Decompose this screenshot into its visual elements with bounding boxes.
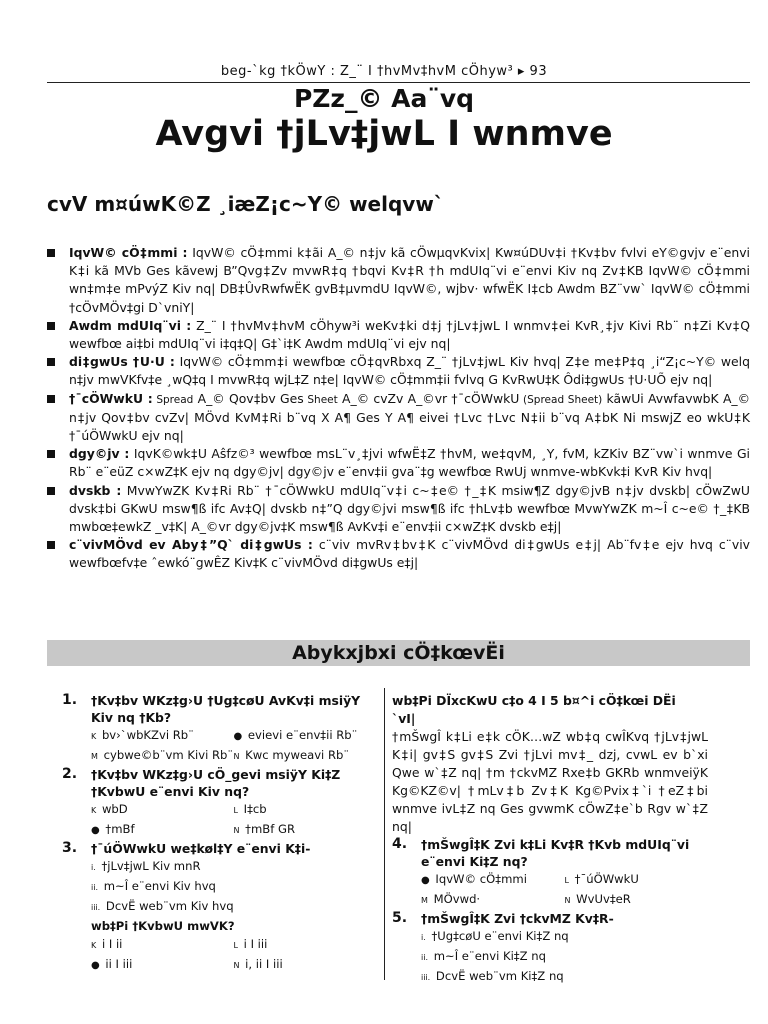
option: K i I ii <box>91 937 123 951</box>
option: N WvUv‡eR <box>564 892 631 906</box>
square-bullet-icon <box>47 450 55 458</box>
statements <box>62 857 376 975</box>
option: L i I iii <box>233 937 268 951</box>
column-divider <box>384 688 385 980</box>
question-number: 3. <box>62 840 78 856</box>
option-correct: ● ii I iii <box>91 957 133 971</box>
definition: MvwYwZK Kv‡Ri Rb¨ †¯cÖWwkU mdUIq¨v‡i c~‡e© †_‡K msiw¶Z dgy©jvB n‡jv dvskb| cÖwZwU dvsk‡bi GKwU msw¶ß ifc Av‡Q| dvskb n‡”Q dgy©jvi msw¶ß ifc †hLv‡b wewfbœ MvwYwZK m~Î c~e© †_‡KB mwbœ‡ewkZ _v‡K| A_©vr dgy©jv‡K msw¶ß AvKv‡i e¨env‡ii c×wZ‡K dvskb e‡j| <box>69 482 750 535</box>
statement: i. †Ug‡cøU e¨envi Ki‡Z nq <box>421 929 569 943</box>
square-bullet-icon <box>47 249 55 257</box>
english-word: Sheet <box>303 393 338 406</box>
statement: ii. m~Î e¨envi Ki‡Z nq <box>421 949 546 963</box>
question-number: 4. <box>392 836 408 852</box>
option-label: K <box>91 941 97 950</box>
question-text: †mŠwgÎ‡K Zvi k‡Li Kv‡R †Kvb mdUIq¨vi e¨envi Ki‡Z nq? <box>421 837 690 869</box>
chapter-title: Avgvi †jLv‡jwL I wnmve <box>155 114 613 154</box>
question-text: †Kv‡bv WKz‡g›U †Ug‡cøU AvKv‡i msiÿY Kiv nq †Kb? <box>91 693 361 725</box>
term: dvskb : <box>69 482 122 498</box>
option-label: K <box>91 732 97 741</box>
definition: c¨viv mvRv‡bv‡K c¨vivMÖvd di‡gwUs e‡j| Ab¨fv‡e ejv hvq c¨viv wewfbœfv‡e ˆewkó¨gwÊZ Kiv‡K c¨vivMÖvd di‡gwUs e‡j| <box>69 537 750 571</box>
question-number: 2. <box>62 766 78 782</box>
option-label: N <box>233 752 240 761</box>
option: N i, ii I iii <box>233 957 283 971</box>
passage-text: †mŠwgÎ k‡Li e‡k cÖK…wZ wb‡q cwÎKvq †jLv‡jwL K‡i| gv‡S gv‡S Zvi †jLvi mv‡_ dzj, cvwL ev b`xi Qwe w`‡Z nq| †m †ckvMZ Rxe‡b GKRb wnmveiÿK Kg©KZ©v| †mLv‡b Zv‡K Kg©Pvix‡`i †eZ‡bi wnmve ivL‡Z nq Ges gvwmK cÖwZ‡e`b Rgv w`‡Z nq| <box>392 729 708 834</box>
option: L †¯úÖWwkU <box>564 872 639 886</box>
option-correct: ● IqvW© cÖ‡mmi <box>421 872 527 886</box>
header-rule <box>47 82 750 83</box>
sub-question: wb‡Pi †KvbwU mwVK? <box>91 919 235 933</box>
options <box>392 870 708 910</box>
list-item <box>47 445 750 481</box>
square-bullet-icon <box>47 487 55 495</box>
question <box>62 692 376 726</box>
statements <box>392 927 708 987</box>
running-head: beg-`kg †kÖwY : Z_¨ I †hvMv‡hvM cÖhyw³ ▸ 93 <box>220 64 548 79</box>
question-text: †¯úÖWwkU we‡køl‡Y e¨envi K‡i- <box>91 841 311 856</box>
option-label: L <box>233 806 238 815</box>
option-correct: ● †mBf <box>91 822 135 836</box>
option-label: M <box>421 896 428 905</box>
option-label: L <box>564 876 569 885</box>
statement: ii. m~Î e¨envi Kiv hvq <box>91 879 216 893</box>
english-word: (Spread Sheet) <box>519 393 603 406</box>
definition: A_© Qov‡bv Ges <box>193 390 304 406</box>
definition: IqvW© cÖ‡mm‡i wewfbœ cÖ‡qvRbxq Z_¨ †jLv‡jwL Kiv hvq| Z‡e me‡P‡q ¸i“Z¡c~Y© welq n‡jv mwVKfv‡e ¸wQ‡q I mvwR‡q wjL‡Z n‡e| IqvW© cÖ‡mm‡ii fvlvq G KvRwU‡K Ôdi‡gwUs †U·UÕ ejv nq| <box>69 354 750 388</box>
list-item <box>47 536 750 572</box>
options <box>62 800 376 840</box>
question <box>392 836 708 870</box>
option-label: N <box>233 826 240 835</box>
option: K bv›`wbKZvi Rb¨ <box>91 728 194 742</box>
list-item <box>47 482 750 537</box>
key-terms-list <box>47 244 750 573</box>
statement: iii. DcvË web¨vm Kiv hvq <box>91 899 234 913</box>
section-title: cvV m¤úwK©Z ¸iæZ¡c~Y© welqvw` <box>47 192 444 216</box>
option: K wbD <box>91 802 128 816</box>
square-bullet-icon <box>47 322 55 330</box>
options <box>62 726 376 766</box>
right-column <box>392 692 708 987</box>
definition: kãwUi AvwfavwbK A_© n‡jv Qov‡bv cvZv| MÖvd KvM‡Ri b¨vq X A¶ Ges Y A¶ eivei †Lvc †Lvc N‡ii b¨vq A‡bK Ni mswjZ eo wkU‡K †¯úÖWwkU ejv nq| <box>69 390 751 444</box>
list-item <box>47 353 750 389</box>
question <box>392 910 708 927</box>
definition: A_© cvZv A_©vr †¯cÖWwkU <box>337 390 520 406</box>
english-word: Spread <box>152 393 194 406</box>
list-item <box>47 317 750 353</box>
term: c¨vivMÖvd ev Aby‡”Q` di‡gwUs : <box>69 537 313 553</box>
question-number: 5. <box>392 910 408 926</box>
term: dgy©jv : <box>69 446 130 462</box>
term: Awdm mdUIq¨vi : <box>69 317 192 333</box>
filled-circle-icon: ● <box>233 731 243 742</box>
square-bullet-icon <box>47 541 55 549</box>
term: IqvW© cÖ‡mmi : <box>69 245 188 260</box>
chapter-number: PZz_© Aa¨vq <box>293 84 475 113</box>
definition: IqvW© cÖ‡mmi k‡ãi A_© n‡jv kã cÖwµqvKvix| Kw¤úDUv‡i †Kv‡bv fvlvi eY©gvjv e¨envi K‡i kã MVb Ges kãvewj B”Qvg‡Zv mvwR‡q †bqvi Kv‡R †h mdUIq¨vi e¨envi Kiv nq Zv‡KB IqvW© cÖ‡mmi wn‡m‡e mPvýZ Kiv nq| DB‡ÛvRwfwËK gvB‡µvmdU IqvW©, wjbv· wfwËK I‡cb Awdm BZ¨vw` IqvW© cÖ‡mmi †cÖvMÖv‡gi D`vniY| <box>69 245 751 315</box>
definition: Z_¨ I †hvMv‡hvM cÖhyw³i weKv‡ki d‡j †jLv‡jwL I wnmv‡ei KvR¸‡jv Kivi Rb¨ n‡Zi Kv‡Q wewfbœ ai‡bi mdUIq¨vi i‡q‡Q| G‡`i‡K Awdm mdUIq¨vi ejv nq| <box>69 317 750 352</box>
passage-instruction: wb‡Pi DÏxcKwU c‡o 4 I 5 b¤^i cÖ‡kœi DËi <box>392 693 676 708</box>
list-item <box>47 390 750 446</box>
question-number: 1. <box>62 692 78 708</box>
filled-circle-icon: ● <box>91 825 100 836</box>
option: N Kwc myweavi Rb¨ <box>233 748 350 762</box>
list-item <box>47 244 750 317</box>
definition: IqvK©wk‡U Aŝfz©³ wewfbœ msL¨v¸‡jvi wfwË‡Z †hvM, we‡qvM, ¸Y, fvM, kZKiv BZ¨vw`i wnmve Gi Rb¨ e¨eüZ c×wZ‡K ejv nq dgy©jv| dgy©jv e¨env‡ii gva¨‡g wewfbœ RwUj wnmve-wbKvk‡i KvR Kiv hvq| <box>69 446 750 480</box>
passage-instruction-end: `vI| <box>392 711 416 726</box>
square-bullet-icon <box>47 395 55 403</box>
option-correct: ● evievi e¨env‡ii Rb¨ <box>233 728 358 742</box>
question-text: †mŠwgÎ‡K Zvi †ckvMZ Kv‡R- <box>421 911 614 926</box>
question-text: †Kv‡bv WKz‡g›U cÖ_gevi msiÿY Ki‡Z †KvbwU e¨envi Kiv nq? <box>91 767 341 799</box>
statement: i. †jLv‡jwL Kiv mnR <box>91 859 201 873</box>
option-label: L <box>233 941 238 950</box>
option: M cybwe©b¨vm Kivi Rb¨ <box>91 748 234 762</box>
term: di‡gwUs †U·U : <box>69 354 175 370</box>
option: N †mBf GR <box>233 822 296 836</box>
term: †¯cÖWwkU : <box>69 390 153 406</box>
option-label: K <box>91 806 97 815</box>
option: M MÖvwd· <box>421 892 481 906</box>
left-column <box>62 692 376 975</box>
filled-circle-icon: ● <box>421 875 430 886</box>
filled-circle-icon: ● <box>91 960 100 971</box>
statement: iii. DcvË web¨vm Ki‡Z nq <box>421 969 564 983</box>
exercise-heading-bar: Abykxjbxi cÖ‡kœvËi <box>47 640 750 666</box>
option-label: M <box>91 752 98 761</box>
square-bullet-icon <box>47 358 55 366</box>
question <box>62 766 376 800</box>
option-label: N <box>564 896 571 905</box>
option-label: N <box>233 961 240 970</box>
option: L I‡cb <box>233 802 267 816</box>
question <box>62 840 376 857</box>
